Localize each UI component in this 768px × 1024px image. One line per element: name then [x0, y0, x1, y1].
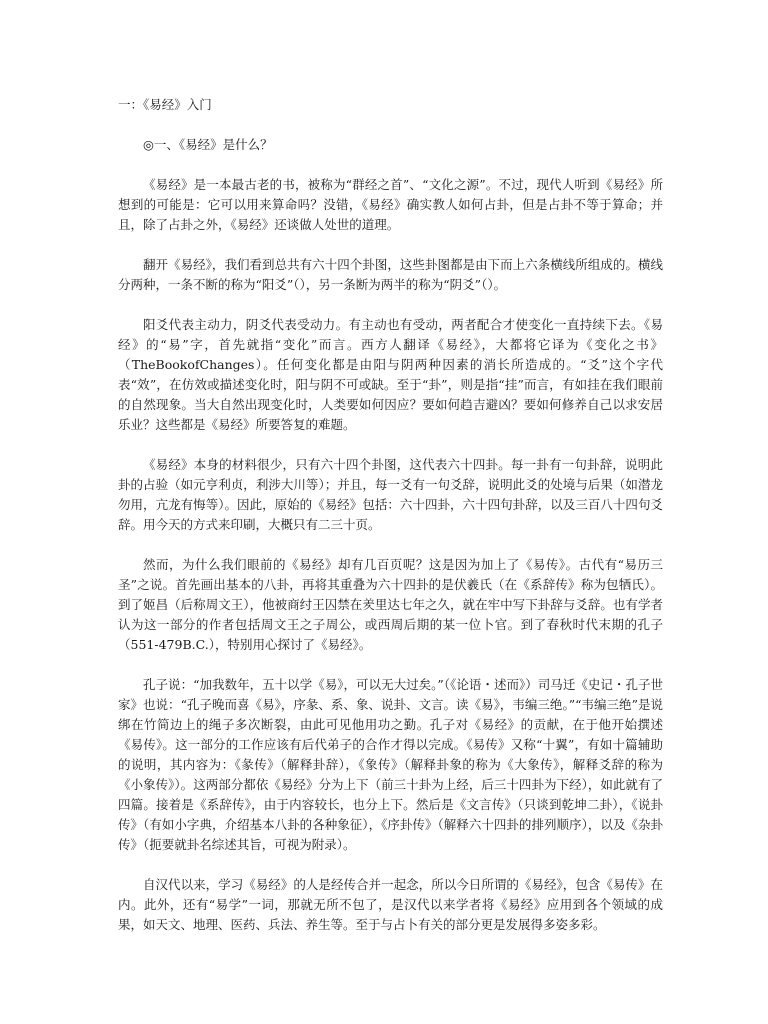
section-title: ◎一、《易经》是什么？ [143, 137, 273, 152]
paragraph: 《易经》本身的材料很少，只有六十四个卦图，这代表六十四卦。每一卦有一句卦辞，说明此卦的占验（如元亨利贞，利涉大川等）；并且，每一爻有一句爻辞，说明此爻的处境与后果（如潜龙勿用，亢龙有悔等）。因此，原始的《易经》包括：六十四卦，六十四句卦辞，以及三百八十四句爻辞。用今天的方式来印刷，大概只有二三十页。 [118, 457, 663, 532]
paragraph: 《易经》是一本最古老的书，被称为“群经之首”、“文化之源”。不过，现代人听到《易经》所想到的可能是：它可以用来算命吗？没错，《易经》确实教人如何占卦，但是占卦不等于算命；并且，除了占卦之外，《易经》还谈做人处世的道理。 [118, 177, 663, 232]
document-heading: 一：《易经》入门 [118, 97, 212, 112]
paragraph: 阳爻代表主动力，阴爻代表受动力。有主动也有受动，两者配合才使变化一直持续下去。《易经》的“易”字，首先就指“变化”而言。西方人翻译《易经》，大都将它译为《变化之书》（TheBookofChanges）。任何变化都是由阳与阴两种因素的消长所造成的。“爻”这个字代表“效”，在仿效或描述变化时，阳与阴不可或缺。至于“卦”，则是指“挂”而言，有如挂在我们眼前的自然现象。当大自然出现变化时，人类要如何因应？要如何趋吉避凶？要如何修养自己以求安居乐业？这些都是《易经》所要答复的难题。 [118, 317, 663, 432]
document-page [118, 95, 663, 955]
paragraph: 翻开《易经》，我们看到总共有六十四个卦图，这些卦图都是由下而上六条横线所组成的。横线分两种，一条不断的称为“阳爻”（），另一条断为两半的称为“阴爻”（）。 [118, 257, 663, 292]
paragraph: 自汉代以来，学习《易经》的人是经传合并一起念，所以今日所谓的《易经》，包含《易传》在内。此外，还有“易学”一词，那就无所不包了，是汉代以来学者将《易经》应用到各个领域的成果，如天文、地理、医药、兵法、养生等。至于与占卜有关的部分更是发展得多姿多彩。 [118, 877, 663, 932]
paragraph: 孔子说：“加我数年，五十以学《易》，可以无大过矣。”（《论语・述而》）司马迁《史记・孔子世家》也说：“孔子晚而喜《易》，序彖、系、象、说卦、文言。读《易》，韦编三绝。”“韦编三绝”是说绑在竹简边上的绳子多次断裂，由此可见他用功之勤。孔子对《易经》的贡献，在于他开始撰述《易传》。这一部分的工作应该有后代弟子的合作才得以完成。《易传》又称“十翼”，有如十篇辅助的说明，其内容为：《彖传》（解释卦辞），《象传》（解释卦象的称为《大象传》，解释爻辞的称为《小象传》）。这两部分都依《易经》分为上下（前三十卦为上经，后三十四卦为下经），如此就有了四篇。接着是《系辞传》，由于内容较长，也分上下。然后是《文言传》（只谈到乾坤二卦），《说卦传》（有如小字典，介绍基本八卦的各种象征），《序卦传》（解释六十四卦的排列顺序），以及《杂卦传》（扼要就卦名综述其旨，可视为附录）。 [118, 677, 663, 852]
paragraph: 然而，为什么我们眼前的《易经》却有几百页呢？这是因为加上了《易传》。古代有“易历三圣”之说。首先画出基本的八卦，再将其重叠为六十四卦的是伏羲氏（在《系辞传》称为包牺氏）。到了姬昌（后称周文王），他被商纣王囚禁在羑里达七年之久，就在牢中写下卦辞与爻辞。也有学者认为这一部分的作者包括周文王之子周公，或西周后期的某一位卜官。到了春秋时代末期的孔子（551-479B.C.），特别用心探讨了《易经》。 [118, 557, 663, 652]
